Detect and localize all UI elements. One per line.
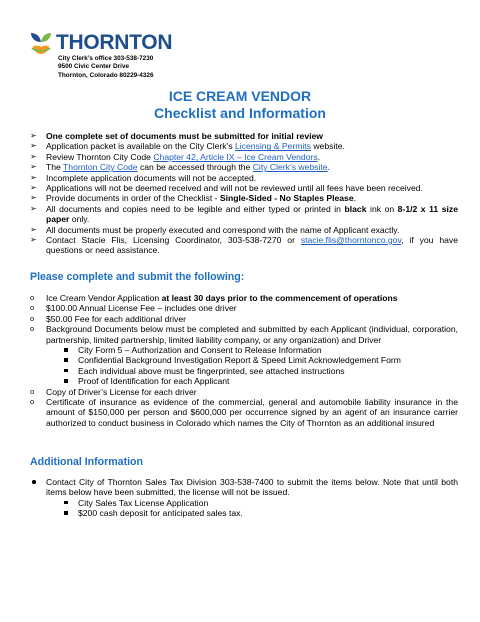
address-line: Thornton, Colorado 80229-4326 [58, 71, 154, 79]
submission-list [30, 293, 458, 428]
thornton-logo [28, 30, 172, 56]
list-item: ➢ All documents must be properly executed and correspond with the name of Applicant exactly. [30, 224, 400, 235]
arrow-bullet-icon: ➢ [30, 141, 37, 151]
list-item: Proof of Identification for each Applicant [64, 376, 458, 386]
list-item: ➢ Provide documents in order of the Checklist - Single-Sided - No Staples Please. [30, 193, 356, 204]
list-item: ➢ One complete set of documents must be submitted for initial review [30, 131, 323, 141]
list-item: Contact City of Thornton Sales Tax Division 303-538-7400 to submit the items below. Note that until both items below have been submitted, the license will not be issued. City Sales Tax License Application $200 cash deposit for anticipated sales tax. [30, 477, 458, 519]
list-item: o $50.00 Fee for each additional driver [30, 313, 186, 324]
list-item: ➢ Contact Stacie Flis, Licensing Coordinator, 303-538-7270 or stacie.flis@thorntonco.gov, if you have questions or need assistance. [30, 235, 458, 256]
circle-bullet-icon: o [30, 313, 35, 323]
square-bullet-icon [64, 348, 68, 352]
circle-bullet-icon: o [30, 324, 35, 334]
address-line: 9500 Civic Center Drive [58, 63, 130, 71]
list-item: Each individual above must be fingerprinted, see attached instructions [64, 366, 458, 376]
list-item: o $100.00 Annual License Fee – includes one driver [30, 303, 237, 314]
additional-items-list [46, 498, 458, 519]
logo-wordmark: THORNTON [56, 31, 173, 54]
complete-section-heading: Please complete and submit the following: [30, 271, 245, 283]
list-item: ➢ Review Thornton City Code Chapter 42, Article IX – Ice Cream Vendors. [30, 151, 321, 162]
clerk-address [58, 55, 154, 80]
email-link[interactable]: stacie.flis@thorntonco.gov [300, 235, 402, 246]
list-item: ➢ All documents and copies need to be legible and either typed or printed in black ink on 8-1/2 x 11 size paper only. [30, 203, 458, 225]
thornton-city-code-link[interactable]: Thornton City Code [63, 162, 138, 173]
list-item: ➢ Application packet is available on the City Clerk’s Licensing & Permits website. [30, 141, 345, 152]
square-bullet-icon [64, 358, 68, 362]
square-bullet-icon [64, 379, 68, 383]
list-item: o Background Documents below must be completed and submitted by each Applicant (individual, corporation, partnership, limited partnership, limited liability company, or any organization) and Driver City Form 5 – Authorization and Consent to Release Information Confidential Background Investigation Report & Speed Limit Acknowledgement Form Each individual above must be fingerprinted, see attached instructions Proof of Identification for each Applicant [30, 324, 458, 387]
additional-info-list [30, 477, 458, 519]
square-bullet-icon [64, 501, 68, 505]
additional-info-heading: Additional Information [30, 456, 143, 468]
arrow-bullet-icon: ➢ [30, 172, 37, 182]
dot-bullet-icon [32, 480, 36, 484]
square-bullet-icon [64, 511, 68, 515]
list-item: City Sales Tax License Application [64, 498, 458, 508]
list-item: o Certificate of insurance as evidence of the commercial, general and automobile liability insurance in the amount of $150,000 per person and $600,000 per occurrence signed by an agent of an insurance carrier authorized to conduct business in Colorado which names the City of Thornton as an additional insured [30, 397, 458, 428]
arrow-bullet-icon: ➢ [30, 151, 37, 161]
arrow-bullet-icon: ➢ [30, 203, 37, 213]
arrow-bullet-icon: ➢ [30, 193, 37, 203]
list-item: City Form 5 – Authorization and Consent to Release Information [64, 345, 458, 355]
background-documents-list [46, 345, 458, 387]
city-code-chapter-link[interactable]: Chapter 42, Article IX – Ice Cream Vendors [153, 151, 318, 162]
document-subtitle: Checklist and Information [154, 105, 326, 121]
thornton-leaf-logo-icon [28, 30, 54, 56]
list-item: ➢ Incomplete application documents will not be accepted. [30, 172, 257, 183]
arrow-bullet-icon: ➢ [30, 131, 37, 140]
circle-bullet-icon: o [30, 386, 35, 396]
list-item: ➢ The Thornton City Code can be accessed through the City Clerk’s website. [30, 162, 330, 173]
circle-bullet-icon: o [30, 293, 35, 302]
list-item: o Copy of Driver’s License for each driver [30, 386, 197, 397]
circle-bullet-icon: o [30, 397, 35, 407]
document-title: ICE CREAM VENDOR [168, 88, 312, 104]
arrow-bullet-icon: ➢ [30, 224, 37, 234]
arrow-bullet-icon: ➢ [30, 235, 37, 245]
arrow-bullet-icon: ➢ [30, 183, 37, 193]
square-bullet-icon [64, 369, 68, 373]
list-item: Confidential Background Investigation Report & Speed Limit Acknowledgement Form [64, 355, 458, 365]
city-clerk-website-link[interactable]: City Clerk’s website [252, 162, 328, 173]
address-line: City Clerk’s office 303-538-7230 [58, 55, 154, 62]
list-item: o Ice Cream Vendor Application at least 30 days prior to the commencement of operations [30, 293, 398, 303]
arrow-bullet-icon: ➢ [30, 162, 37, 172]
checklist [30, 131, 458, 256]
licensing-permits-link[interactable]: Licensing & Permits [235, 141, 311, 152]
list-item: $200 cash deposit for anticipated sales tax. [64, 508, 458, 518]
list-item: ➢ Applications will not be deemed received and will not be reviewed until all fees have been received. [30, 183, 423, 194]
circle-bullet-icon: o [30, 303, 35, 313]
